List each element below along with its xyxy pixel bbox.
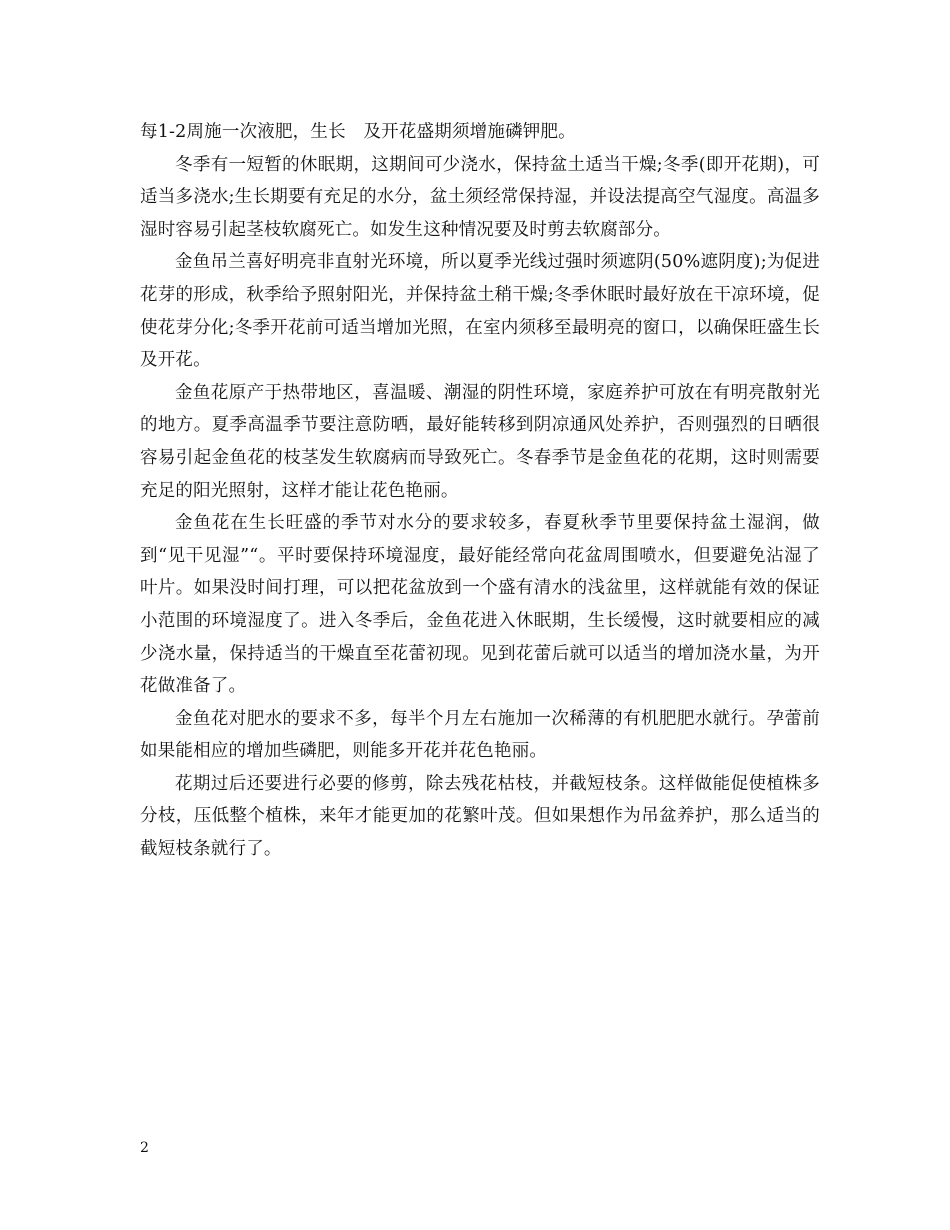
paragraph-2: 冬季有一短暂的休眠期，这期间可少浇水，保持盆土适当干燥;冬季(即开花期)，可适当多浇水;生长期要有充足的水分，盆土须经常保持湿，并设法提高空气湿度。高温多湿时容易引起茎枝软腐死亡。如发生这种情况要及时剪去软腐部分。 bbox=[140, 154, 820, 240]
paragraph-6: 金鱼花对肥水的要求不多，每半个月左右施加一次稀薄的有机肥肥水就行。孕蕾前如果能相应的增加些磷肥，则能多开花并花色艳丽。 bbox=[140, 708, 820, 762]
paragraph-4: 金鱼花原产于热带地区，喜温暖、潮湿的阴性环境，家庭养护可放在有明亮散射光的地方。夏季高温季节要注意防晒，最好能转移到阴凉通风处养护，否则强烈的日晒很容易引起金鱼花的枝茎发生软腐病而导致死亡。冬春季节是金鱼花的花期，这时则需要充足的阳光照射，这样才能让花色艳丽。 bbox=[140, 382, 820, 501]
body-text bbox=[140, 116, 820, 866]
page-number: 2 bbox=[140, 1140, 149, 1156]
paragraph-7: 花期过后还要进行必要的修剪，除去残花枯枝，并截短枝条。这样做能促使植株多分枝，压低整个植株，来年才能更加的花繁叶茂。但如果想作为吊盆养护，那么适当的截短枝条就行了。 bbox=[140, 773, 820, 860]
paragraph-1: 每1-2周施一次液肥，生长 及开花盛期须增施磷钾肥。 bbox=[140, 122, 576, 142]
paragraph-5: 金鱼花在生长旺盛的季节对水分的要求较多，春夏秋季节里要保持盆土湿润，做到“见干见湿”“。平时要保持环境湿度，最好能经常向花盆周围喷水，但要避免沾湿了叶片。如果没时间打理，可以把花盆放到一个盛有清水的浅盆里，这样就能有效的保证小范围的环境湿度了。进入冬季后，金鱼花进入休眠期，生长缓慢，这时就要相应的减少浇水量，保持适当的干燥直至花蕾初现。见到花蕾后就可以适当的增加浇水量，为开花做准备了。 bbox=[140, 513, 820, 697]
paragraph-3: 金鱼吊兰喜好明亮非直射光环境，所以夏季光线过强时须遮阴(50%遮阴度);为促进花芽的形成，秋季给予照射阳光，并保持盆土稍干燥;冬季休眠时最好放在干凉环境，促使花芽分化;冬季开花前可适当增加光照，在室内须移至最明亮的窗口，以确保旺盛生长及开花。 bbox=[140, 252, 820, 371]
